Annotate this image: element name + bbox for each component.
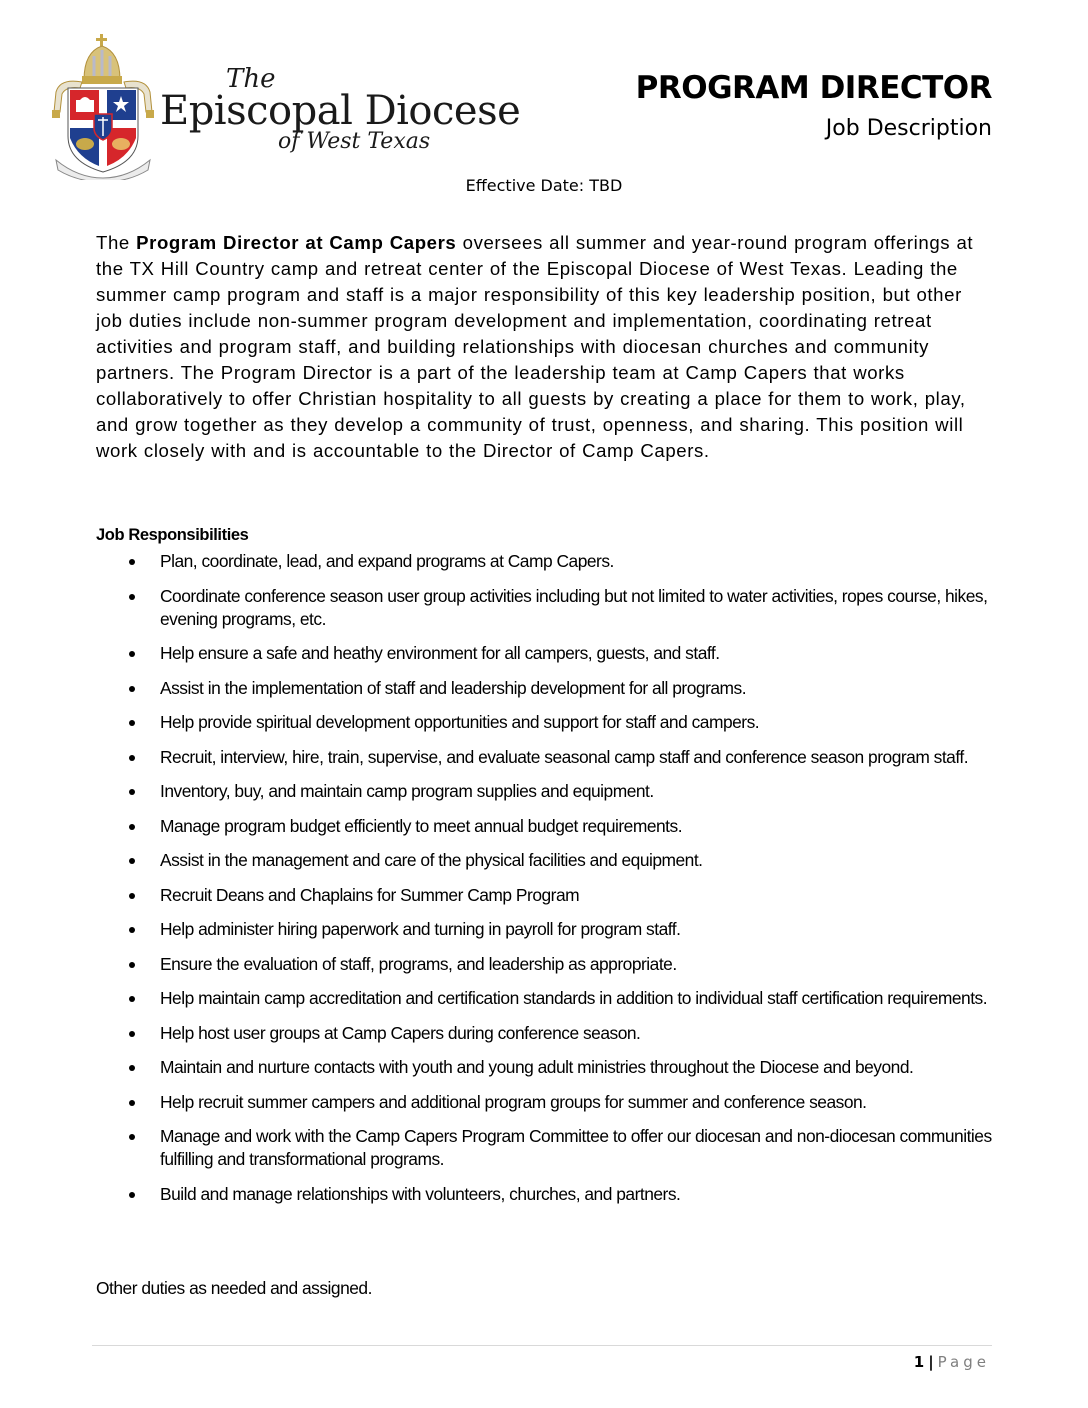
bullet-icon [129,651,135,657]
intro-position-name: Program Director at Camp Capers [136,232,457,253]
page-number-value: 1 [913,1353,925,1371]
document-subtitle: Job Description [825,116,992,141]
list-item-text: Inventory, buy, and maintain camp program supplies and equipment. [160,781,654,801]
list-item [96,1183,996,1206]
list-item-text: Manage program budget efficiently to meet annual budget requirements. [160,815,683,836]
bullet-icon [129,1100,135,1106]
list-item-text: Maintain and nurture contacts with youth and young adult ministries throughout the Diocese and beyond. [160,1057,914,1077]
document-title: PROGRAM DIRECTOR [635,70,992,106]
page-number [914,1352,990,1372]
bullet-icon [129,686,135,692]
list-item-text: Manage and work with the Camp Capers Program Committee to offer our diocesan and non-diocesan communities fulfilling and transformational programs. [160,1126,992,1169]
list-item-text: Build and manage relationships with volunteers, churches, and partners. [160,1183,681,1204]
bullet-icon [129,858,135,864]
bullet-icon [129,594,135,600]
page-label: Page [937,1353,990,1371]
list-item [96,550,996,573]
bullet-icon [129,1192,135,1198]
list-item-text: Help ensure a safe and heathy environment for all campers, guests, and staff. [160,643,720,663]
list-item [96,780,996,803]
bullet-icon [129,789,135,795]
list-item-text: Plan, coordinate, lead, and expand programs at Camp Capers. [160,551,614,571]
list-item-text: Help maintain camp accreditation and certification standards in addition to individual staff certification requirements. [160,988,988,1008]
list-item [96,884,996,907]
logo-the: The [226,64,276,94]
bullet-icon [129,1065,135,1071]
bullet-icon [129,720,135,726]
bullet-icon [129,824,135,830]
list-item-text: Ensure the evaluation of staff, programs, and leadership as appropriate. [160,953,677,974]
list-item [96,953,996,976]
responsibilities-heading: Job Responsibilities [96,526,249,544]
effective-date [0,175,1088,197]
list-item [96,987,996,1010]
intro-lead: The [96,232,137,253]
other-duties-note: Other duties as needed and assigned. [96,1278,372,1298]
responsibilities-list [96,550,996,1217]
list-item [96,918,996,941]
logo-diocese-name: Episcopal Diocese [160,88,521,134]
list-item-text: Coordinate conference season user group activities including but not limited to water activities, ropes course, hikes, evening programs, etc. [160,585,988,629]
list-item [96,711,996,734]
list-item [96,815,996,838]
list-item-text: Help recruit summer campers and additional program groups for summer and conference season. [160,1091,867,1112]
list-item [96,1091,996,1114]
list-item [96,677,996,700]
bullet-icon [129,559,135,565]
list-item-text: Help administer hiring paperwork and turning in payroll for program staff. [160,919,681,939]
bullet-icon [129,996,135,1002]
title-block [636,68,992,144]
list-item-text: Assist in the implementation of staff and leadership development for all programs. [160,677,747,698]
list-item [96,1056,996,1079]
list-item-text: Recruit, interview, hire, train, supervise, and evaluate seasonal camp staff and conference season program staff. [160,746,969,767]
list-item [96,1125,996,1171]
bullet-icon [129,893,135,899]
logo-wordmark [148,32,521,180]
effective-date-value: TBD [589,176,623,195]
list-item-text: Assist in the management and care of the physical facilities and equipment. [160,850,703,870]
list-item [96,642,996,665]
intro-body: oversees all summer and year-round program offerings at the TX Hill Country camp and retreat center of the Episcopal Diocese of West Texas. Leading the summer camp program and staff is a major responsibility of this key leadership position, but other job duties include non-summer program development and implementation, coordinating retreat activities and program staff, and building relationships with diocesan churches and community partners. The Program Director is a part of the leadership team at Camp Capers that works collaboratively to offer Christian hospitality to all guests by creating a place for them to work, play, and grow together as they develop a community of trust, openness, and sharing. This position will work closely with and is accountable to the Director of Camp Capers. [96,232,974,461]
list-item-text: Help provide spiritual development opportunities and support for staff and campers. [160,712,760,732]
bullet-icon [129,927,135,933]
intro-paragraph [96,230,991,464]
logo-region: of West Texas [278,129,431,154]
list-item [96,849,996,872]
list-item-text: Help host user groups at Camp Capers during conference season. [160,1022,641,1043]
list-item [96,585,996,631]
coat-of-arms-icon [48,32,158,180]
page-number-separator: | [928,1353,934,1371]
footer-divider [92,1345,992,1346]
bullet-icon [129,1134,135,1140]
bullet-icon [129,1031,135,1037]
list-item [96,746,996,769]
bullet-icon [129,755,135,761]
effective-date-label: Effective Date: [465,176,585,195]
list-item [96,1022,996,1045]
bullet-icon [129,962,135,968]
diocese-logo [48,32,521,180]
list-item-text: Recruit Deans and Chaplains for Summer Camp Program [160,884,580,905]
